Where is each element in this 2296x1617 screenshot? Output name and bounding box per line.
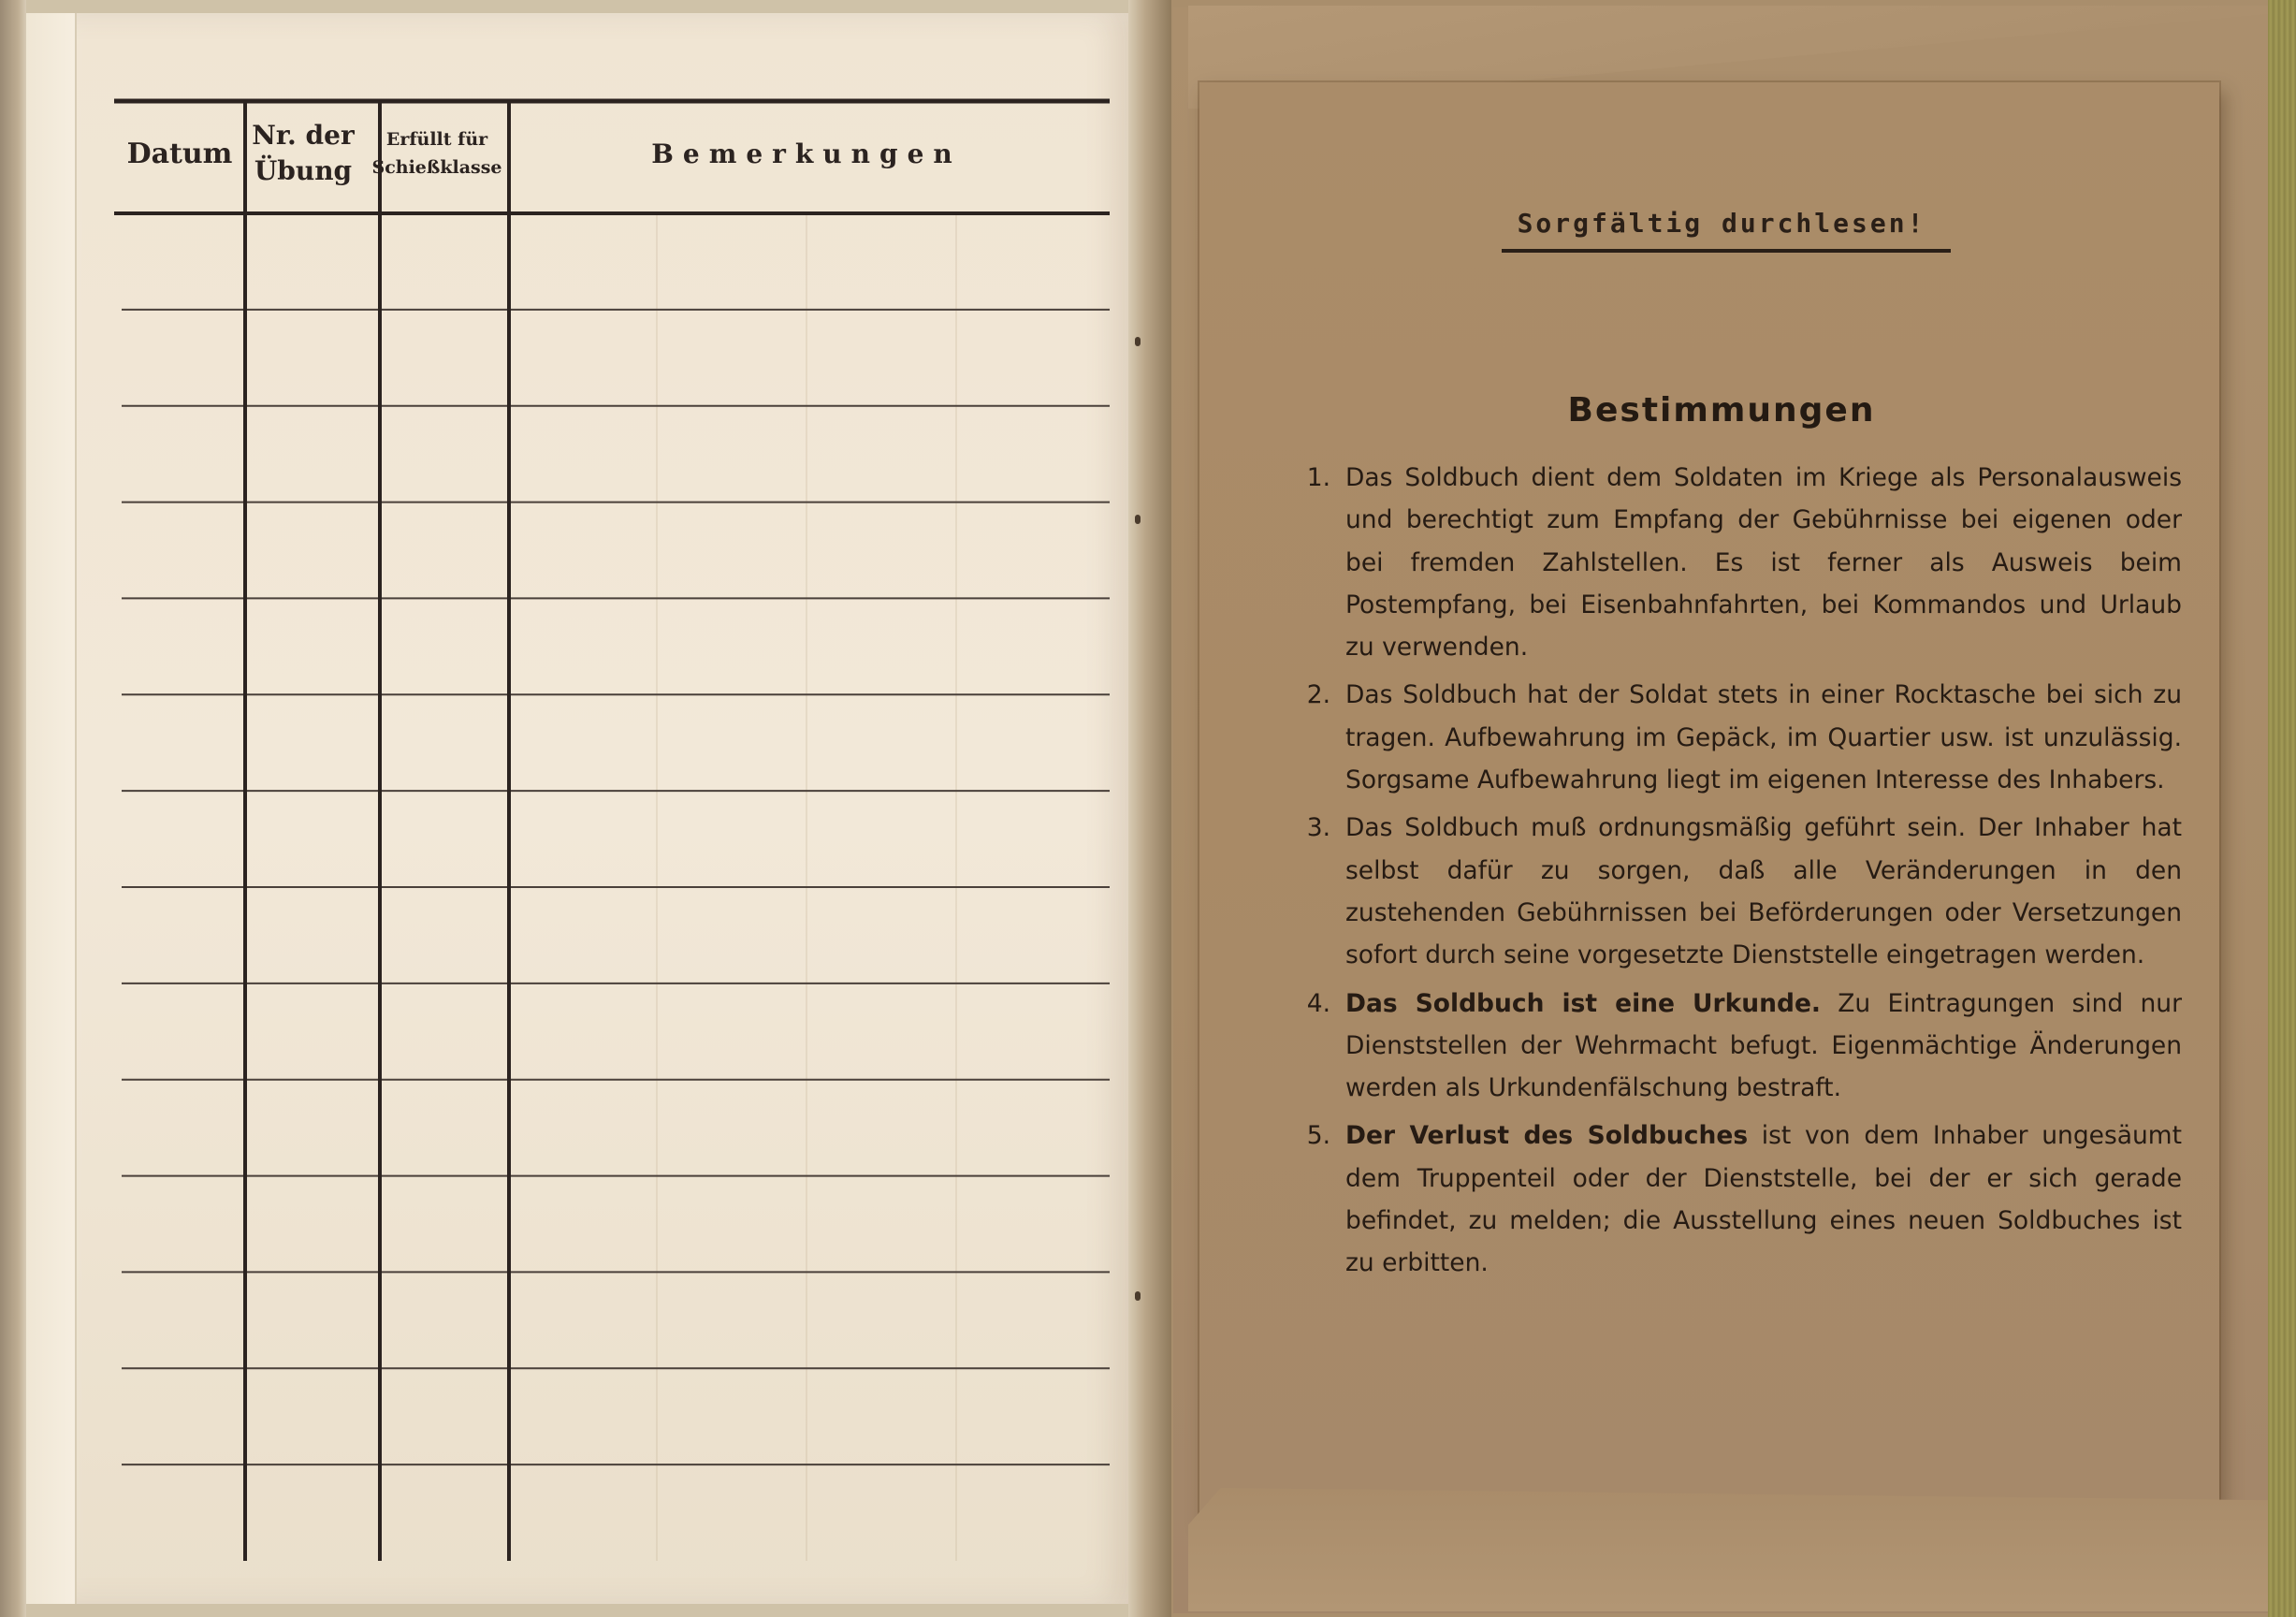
page-edge-strip [26, 13, 77, 1604]
regulation-item-5 [1282, 1114, 2182, 1284]
regulation-number: 1. [1306, 463, 1330, 492]
column-header-datum [114, 97, 245, 210]
column-header-erfuellt-line1: Erfüllt für [385, 129, 488, 150]
regulation-body: ist von dem Inhaber ungesäumt dem Truppenteil oder der Dienststelle, bei der er sich gerade befindet, zu melden; die Ausstellung eines neuen Soldbuches ist zu erbitten. [1345, 1121, 2182, 1278]
regulation-item-1 [1282, 457, 2182, 668]
column-header-datum-label: Datum [126, 137, 233, 170]
regulations-list [1282, 457, 2182, 1290]
book-gutter [1128, 0, 1171, 1617]
column-header-bemerkungen-label: Bemerkungen [651, 138, 962, 169]
regulation-body: Das Soldbuch dient dem Soldaten im Kriege als Personalausweis und berechtigt zum Empfang der Gebührnisse bei eigenen oder bei fremden Zahlstellen. Es ist ferner als Ausweis beim Postempfang, bei Eisenbahnfahrten, bei Kommandos und Urlaub zu verwenden. [1345, 463, 2182, 663]
regulation-number: 5. [1306, 1121, 1330, 1151]
column-header-erfuellt-line2: Schießklasse [371, 157, 502, 178]
stitch-mark [1135, 1291, 1141, 1301]
read-carefully-heading: Sorgfältig durchlesen! [1517, 208, 1926, 239]
stitch-mark [1135, 337, 1141, 346]
regulation-number: 3. [1306, 813, 1330, 843]
regulation-item-2 [1282, 674, 2182, 801]
regulation-bold: Der Verlust des Soldbuches [1345, 1121, 1749, 1151]
regulation-bold: Das Soldbuch ist eine Urkunde. [1345, 988, 1821, 1018]
regulation-text [1345, 1114, 2182, 1284]
pocket-flap-bottom [1188, 1488, 2269, 1611]
book-spine [2268, 0, 2296, 1617]
heading-underline [1502, 249, 1951, 253]
shooting-log-table [114, 97, 1110, 1566]
regulation-text [1345, 674, 2182, 801]
regulation-body: Das Soldbuch muß ordnungsmäßig geführt sein. Der Inhaber hat selbst dafür zu sorgen, daß alle Veränderungen in den zustehenden Gebührnissen bei Beförderungen oder Versetzungen sofort durch seine vorgesetzte Dienststelle eingetragen werden. [1345, 813, 2182, 970]
regulation-number: 4. [1306, 988, 1330, 1018]
regulation-text [1345, 457, 2182, 668]
regulation-text [1345, 983, 2182, 1110]
regulation-item-4 [1282, 983, 2182, 1110]
column-header-nr [247, 97, 359, 210]
regulation-body: Zu Eintragungen sind nur Dienststellen der Wehrmacht befugt. Eigenmächtige Änderungen werden als Urkundenfälschung bestraft. [1345, 988, 2182, 1103]
regulation-item-3 [1282, 807, 2182, 976]
regulation-body: Das Soldbuch hat der Soldat stets in einer Rocktasche bei sich zu tragen. Aufbewahrung im Gepäck, im Quartier usw. ist unzulässig. Sorgsame Aufbewahrung liegt im eigenen Interesse des Inhabers. [1345, 680, 2182, 795]
regulation-number: 2. [1306, 680, 1330, 710]
column-header-nr-line1: Nr. der [252, 120, 355, 151]
regulation-text [1345, 807, 2182, 976]
regulations-title: Bestimmungen [1567, 391, 1876, 430]
column-header-erfuellt [371, 97, 502, 210]
column-header-bemerkungen [507, 97, 1106, 210]
stitch-mark [1135, 515, 1141, 524]
left-cover-edge [0, 0, 26, 1617]
table-grid [114, 97, 1110, 1566]
column-header-nr-line2: Übung [254, 155, 353, 186]
